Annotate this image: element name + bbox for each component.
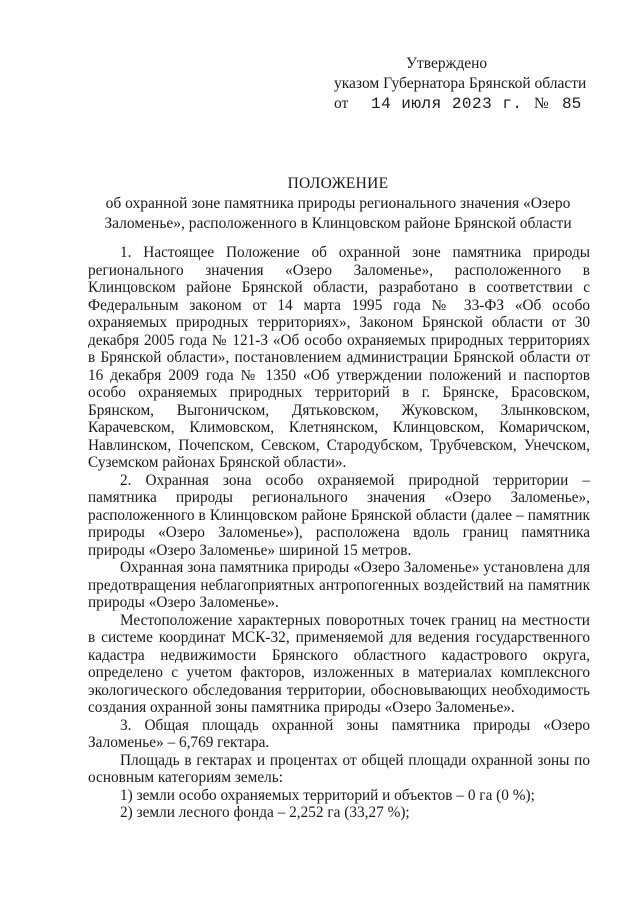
paragraph-1: 1. Настоящее Положение об охранной зоне памятника природы регионального значения «Озеро Заломенье», расположенного в Клинцовском районе Брянской области, разработано в соответствии с Федеральным законом от 14 марта 1995 года № 33-ФЗ «Об особо охраняемых природных территориях», Законом Брянской области от 30 декабря 2005 года № 121-З «Об особо охраняемых природных территориях в Брянской области», постановлением администрации Брянской области от 16 декабря 2009 года № 1350 «Об утверждении положений и паспортов особо охраняемых природных территорий в г. Брянске, Брасовском, Брянском, Выгоничском, Дятьковском, Жуковском, Злынковском, Карачевском, Климовском, Клетнянском, Клинцовском, Комаричском, Навлинском, Почепском, Севском, Стародубском, Трубчевском, Унечском, Суземском районах Брянской области». — [88, 244, 590, 471]
title-line-2: Заломенье», расположенного в Клинцовском районе Брянской области — [104, 215, 572, 232]
document-body — [88, 244, 590, 822]
paragraph-3: Охранная зона памятника природы «Озеро Заломенье» установлена для предотвращения неблагоприятных антропогенных воздействий на памятник природы «Озеро Заломенье». — [88, 559, 590, 611]
approval-stamp — [334, 54, 634, 116]
title-line-1: об охранной зоне памятника природы регионального значения «Озеро — [105, 195, 571, 212]
approval-from-label: от — [334, 95, 349, 112]
title-heading: ПОЛОЖЕНИЕ — [287, 175, 389, 192]
approval-number: 85 — [562, 95, 582, 113]
list-item-2: 2) земли лесного фонда – 2,252 га (33,27 %); — [120, 804, 410, 821]
approval-date: 14 июля 2023 г. — [371, 95, 523, 113]
paragraph-5: 3. Общая площадь охранной зоны памятника природы «Озеро Заломенье» – 6,769 гектара. — [88, 716, 590, 751]
paragraph-2: 2. Охранная зона особо охраняемой природной территории – памятника природы регионального значения «Озеро Заломенье», расположенного в Клинцовском районе Брянской области (далее – памятник природы «Озеро Заломенье»), расположена вдоль границ памятника природы «Озеро Заломенье» шириной 15 метров. — [88, 471, 590, 559]
approval-number-sign: № — [534, 95, 549, 112]
paragraph-6: Площадь в гектарах и процентах от общей площади охранной зоны по основным категориям земель: — [88, 751, 590, 786]
approval-date-line — [334, 94, 634, 116]
document-title — [88, 174, 588, 234]
list-item-1: 1) земли особо охраняемых территорий и объектов – 0 га (0 %); — [120, 786, 535, 804]
paragraph-4: Местоположение характерных поворотных точек границ на местности в системе координат МСК-32, применяемой для ведения государственного кадастра недвижимости Брянского областного кадастрового округа, определено с учетом факторов, изложенных в материалах комплексного экологического обследования территории, обосновывающих необходимость создания охранной зоны памятника природы «Озеро Заломенье». — [88, 611, 590, 716]
approval-authority: указом Губернатора Брянской области — [334, 75, 587, 92]
approval-heading: Утверждено — [406, 55, 488, 72]
